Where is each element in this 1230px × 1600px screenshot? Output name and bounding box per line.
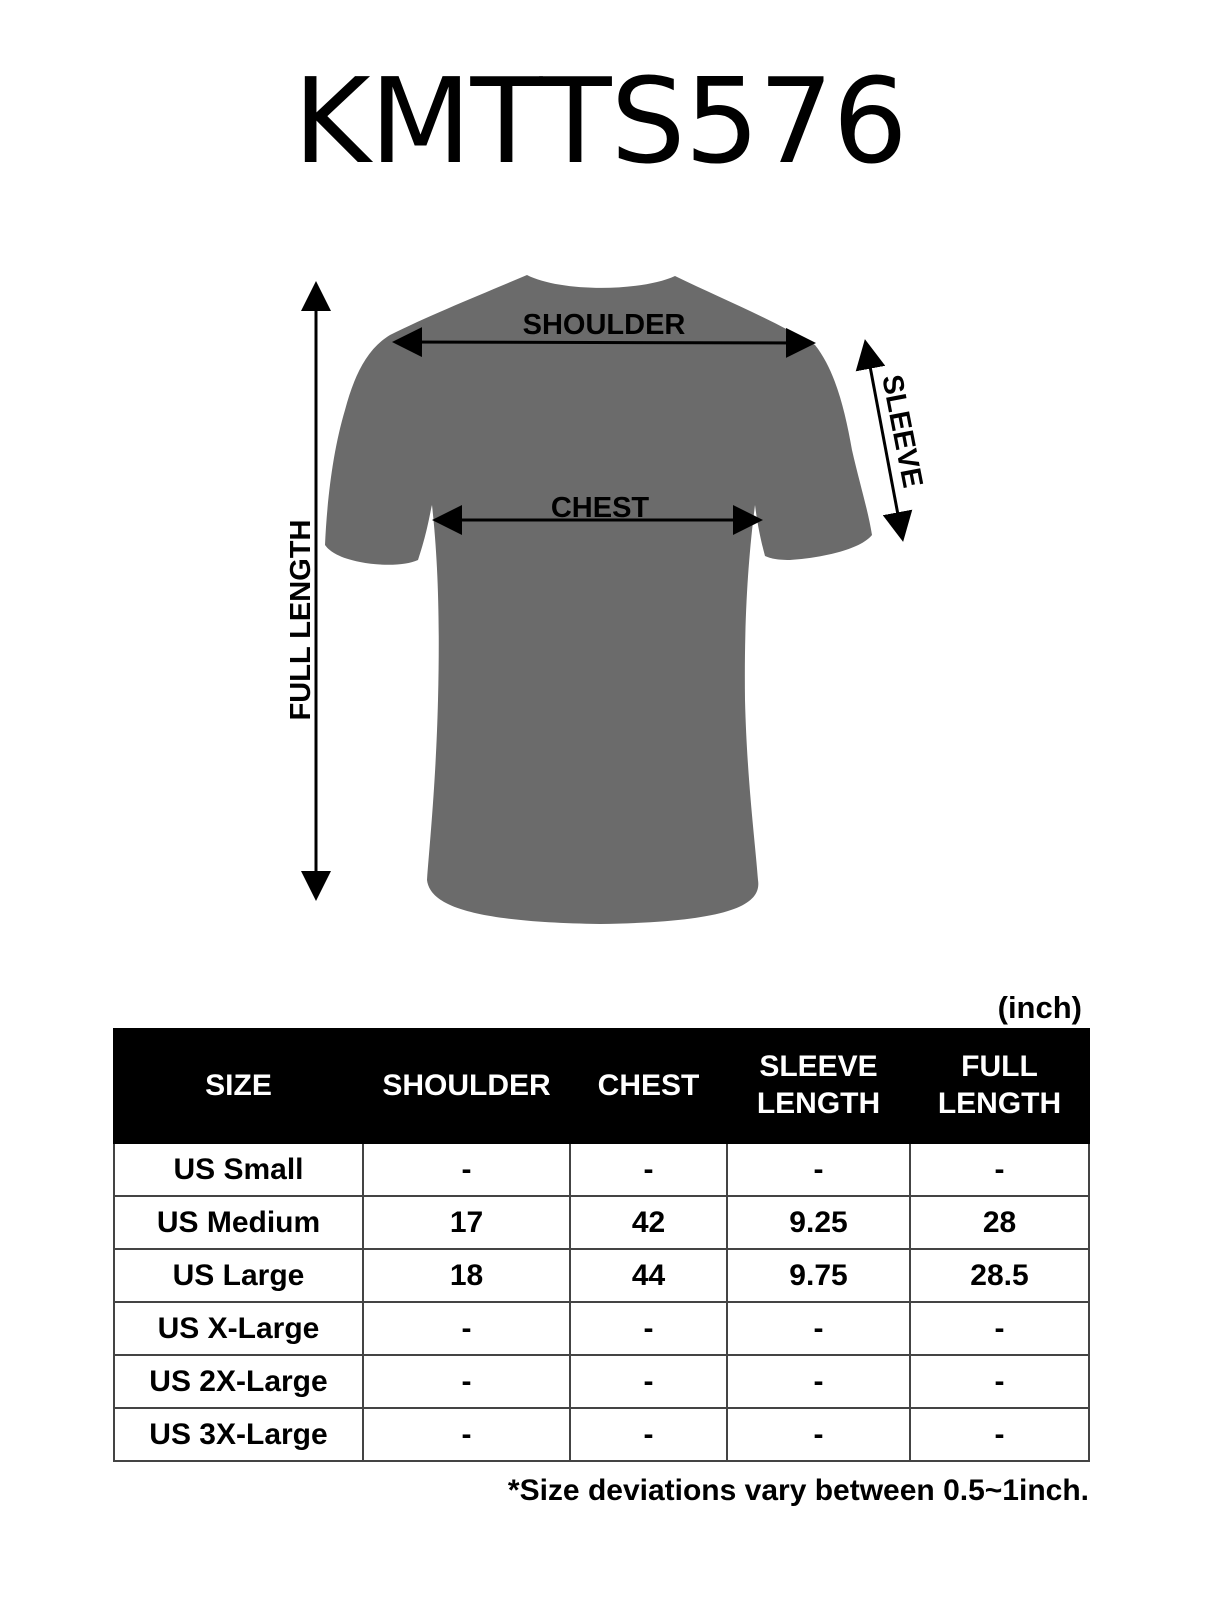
size-cell: US 3X-Large bbox=[114, 1408, 363, 1461]
size-cell: US Large bbox=[114, 1249, 363, 1302]
header-chest: CHEST bbox=[570, 1029, 727, 1143]
unit-label: (inch) bbox=[997, 990, 1082, 1025]
table-row bbox=[114, 1302, 1089, 1355]
size-cell: US Small bbox=[114, 1143, 363, 1196]
header-full-length: FULL LENGTH bbox=[910, 1029, 1089, 1143]
full-length-cell: - bbox=[910, 1408, 1089, 1461]
shoulder-arrow bbox=[398, 342, 810, 343]
size-cell: US Medium bbox=[114, 1196, 363, 1249]
sleeve-cell: 9.25 bbox=[727, 1196, 910, 1249]
table-row bbox=[114, 1196, 1089, 1249]
sleeve-cell: - bbox=[727, 1143, 910, 1196]
sleeve-cell: - bbox=[727, 1408, 910, 1461]
shoulder-cell: - bbox=[363, 1355, 570, 1408]
shoulder-cell: - bbox=[363, 1143, 570, 1196]
sleeve-cell: - bbox=[727, 1302, 910, 1355]
tshirt-illustration bbox=[325, 275, 872, 924]
shoulder-label: SHOULDER bbox=[522, 309, 686, 341]
shoulder-cell: 18 bbox=[363, 1249, 570, 1302]
table-row bbox=[114, 1249, 1089, 1302]
size-cell: US 2X-Large bbox=[114, 1355, 363, 1408]
table-row bbox=[114, 1408, 1089, 1461]
table-header-row bbox=[114, 1029, 1089, 1143]
sleeve-cell: 9.75 bbox=[727, 1249, 910, 1302]
full-length-cell: - bbox=[910, 1355, 1089, 1408]
size-cell: US X-Large bbox=[114, 1302, 363, 1355]
sleeve-cell: - bbox=[727, 1355, 910, 1408]
table-row bbox=[114, 1355, 1089, 1408]
shoulder-cell: - bbox=[363, 1408, 570, 1461]
size-chart-table bbox=[113, 1028, 1090, 1462]
header-shoulder: SHOULDER bbox=[363, 1029, 570, 1143]
chest-cell: 44 bbox=[570, 1249, 727, 1302]
chest-cell: - bbox=[570, 1143, 727, 1196]
full-length-cell: - bbox=[910, 1302, 1089, 1355]
chest-cell: 42 bbox=[570, 1196, 727, 1249]
table-row bbox=[114, 1143, 1089, 1196]
product-code-title: KMTTS576 bbox=[293, 52, 907, 190]
sleeve-label: SLEEVE bbox=[875, 372, 929, 491]
shoulder-cell: 17 bbox=[363, 1196, 570, 1249]
chest-cell: - bbox=[570, 1302, 727, 1355]
header-sleeve-length: SLEEVE LENGTH bbox=[727, 1029, 910, 1143]
header-size: SIZE bbox=[114, 1029, 363, 1143]
full-length-cell: 28.5 bbox=[910, 1249, 1089, 1302]
chest-cell: - bbox=[570, 1408, 727, 1461]
size-deviation-footnote: *Size deviations vary between 0.5~1inch. bbox=[507, 1474, 1089, 1507]
chest-cell: - bbox=[570, 1355, 727, 1408]
chest-label: CHEST bbox=[550, 492, 650, 524]
full-length-label: FULL LENGTH bbox=[285, 519, 317, 721]
full-length-cell: - bbox=[910, 1143, 1089, 1196]
shoulder-cell: - bbox=[363, 1302, 570, 1355]
full-length-cell: 28 bbox=[910, 1196, 1089, 1249]
